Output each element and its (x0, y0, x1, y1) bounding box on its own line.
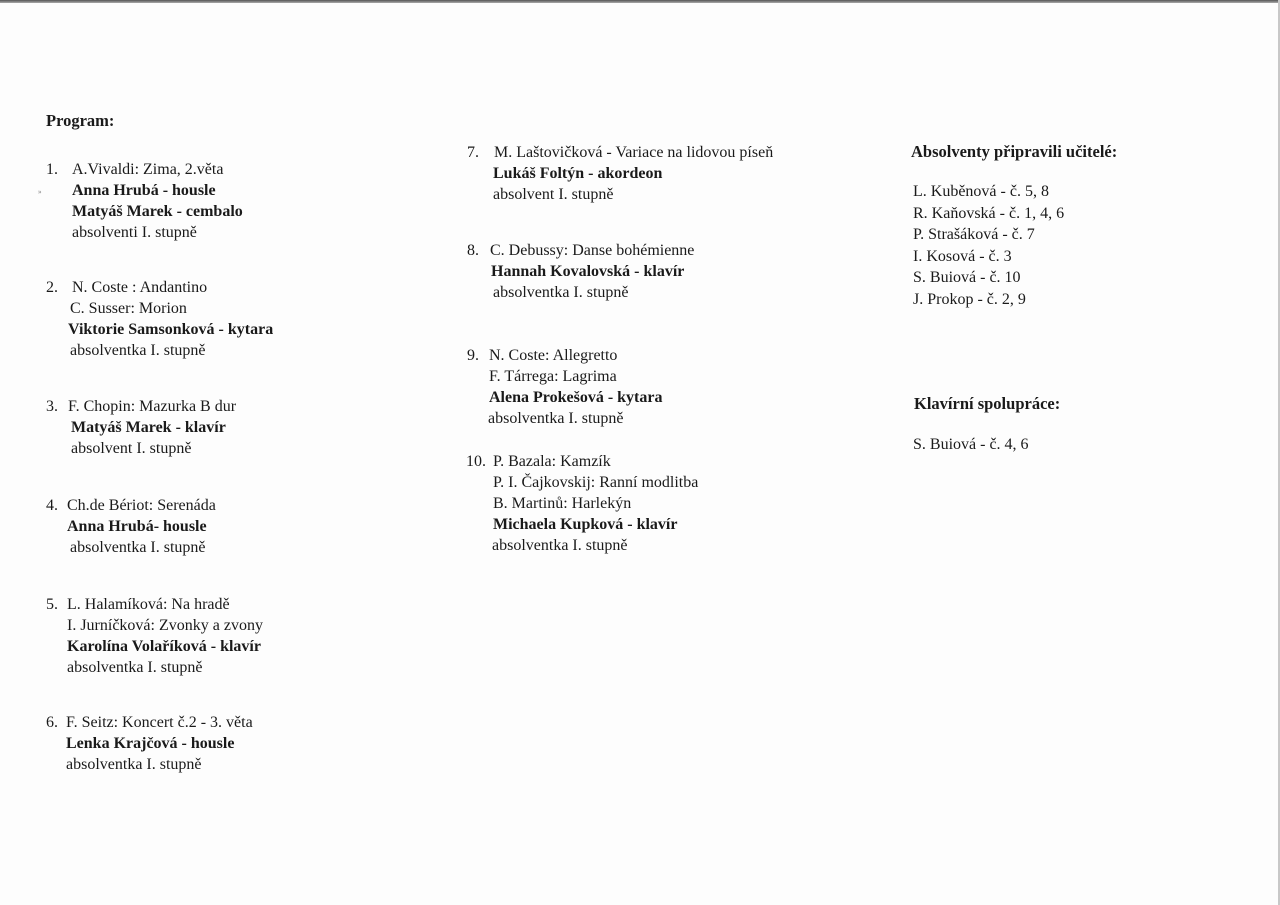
item-number: 8. (467, 242, 479, 259)
scan-top-edge (0, 0, 1280, 3)
piece-title: Ch.de Bériot: Serenáda (67, 497, 216, 514)
piece-title: P. Bazala: Kamzík (493, 453, 611, 470)
teacher-entry: R. Kaňovská - č. 1, 4, 6 (913, 204, 1065, 222)
piano-heading: Klavírní spolupráce: (914, 394, 1061, 413)
piece-title: F. Chopin: Mazurka B dur (68, 398, 237, 415)
piano-list (913, 434, 1029, 456)
teacher-entry: J. Prokop - č. 2, 9 (913, 290, 1026, 308)
performer: Anna Hrubá - housle (72, 182, 216, 199)
teacher-entry: L. Kuběnová - č. 5, 8 (913, 183, 1049, 200)
program-item-5 (46, 594, 263, 678)
piece-title: N. Coste : Andantino (72, 279, 208, 296)
piece-title: M. Laštovičková - Variace na lidovou píseň (494, 144, 774, 161)
performer: Matyáš Marek - cembalo (72, 203, 243, 220)
graduate-note: absolventka I. stupně (66, 756, 202, 773)
performer: Karolína Volaříková - klavír (67, 638, 261, 655)
program-item-9 (467, 345, 662, 429)
teacher-entry: I. Kosová - č. 3 (913, 247, 1012, 265)
performer: Hannah Kovalovská - klavír (491, 263, 685, 280)
graduate-note: absolvent I. stupně (493, 186, 614, 203)
teacher-entry: S. Buiová - č. 10 (913, 269, 1021, 286)
graduate-note: absolventka I. stupně (70, 342, 206, 359)
teachers-list (913, 181, 1064, 310)
graduate-note: absolvent I. stupně (71, 440, 192, 457)
piece-title: B. Martinů: Harlekýn (493, 495, 632, 512)
piece-title: C. Susser: Morion (70, 300, 187, 317)
program-item-10 (466, 451, 698, 556)
item-number: 4. (46, 497, 58, 514)
program-item-6 (46, 712, 253, 775)
item-number: 5. (46, 596, 58, 613)
graduate-note: absolventka I. stupně (488, 410, 624, 427)
scan-speck: » (38, 188, 42, 196)
piece-title: F. Seitz: Koncert č.2 - 3. věta (66, 714, 253, 731)
graduate-note: absolventka I. stupně (67, 659, 203, 676)
performer: Viktorie Samsonková - kytara (68, 321, 274, 338)
piece-title: I. Jurníčková: Zvonky a zvony (67, 617, 263, 634)
performer: Anna Hrubá- housle (67, 518, 207, 535)
graduate-note: absolventka I. stupně (493, 284, 629, 301)
item-number: 7. (467, 144, 479, 161)
piece-title: P. I. Čajkovskij: Ranní modlitba (493, 474, 699, 491)
piece-title: C. Debussy: Danse bohémienne (490, 242, 695, 259)
performer: Michaela Kupková - klavír (493, 516, 678, 533)
graduate-note: absolventi I. stupně (72, 224, 197, 241)
item-number: 9. (467, 347, 479, 364)
program-item-3 (46, 396, 236, 459)
program-item-2 (46, 277, 273, 361)
program-item-4 (46, 495, 216, 558)
item-number: 2. (46, 279, 58, 296)
teacher-entry: P. Strašáková - č. 7 (913, 226, 1035, 243)
item-number: 6. (46, 714, 58, 731)
teachers-heading: Absolventy připravili učitelé: (911, 142, 1118, 161)
performer: Lenka Krajčová - housle (66, 735, 235, 752)
piano-entry: S. Buiová - č. 4, 6 (913, 436, 1029, 453)
program-item-7 (467, 142, 773, 205)
program-item-8 (467, 240, 694, 303)
graduate-note: absolventka I. stupně (492, 537, 628, 554)
performer: Alena Prokešová - kytara (489, 389, 663, 406)
graduate-note: absolventka I. stupně (70, 539, 206, 556)
program-item-1 (46, 159, 243, 243)
piece-title: A.Vivaldi: Zima, 2.věta (72, 161, 224, 178)
item-number: 1. (46, 161, 58, 178)
performer: Lukáš Foltýn - akordeon (493, 165, 663, 182)
piece-title: N. Coste: Allegretto (489, 347, 618, 364)
piece-title: L. Halamíková: Na hradě (67, 596, 230, 613)
performer: Matyáš Marek - klavír (71, 419, 226, 436)
program-heading: Program: (46, 111, 115, 130)
item-number: 3. (46, 398, 58, 415)
item-number: 10. (466, 453, 486, 470)
piece-title: F. Tárrega: Lagrima (489, 368, 617, 385)
